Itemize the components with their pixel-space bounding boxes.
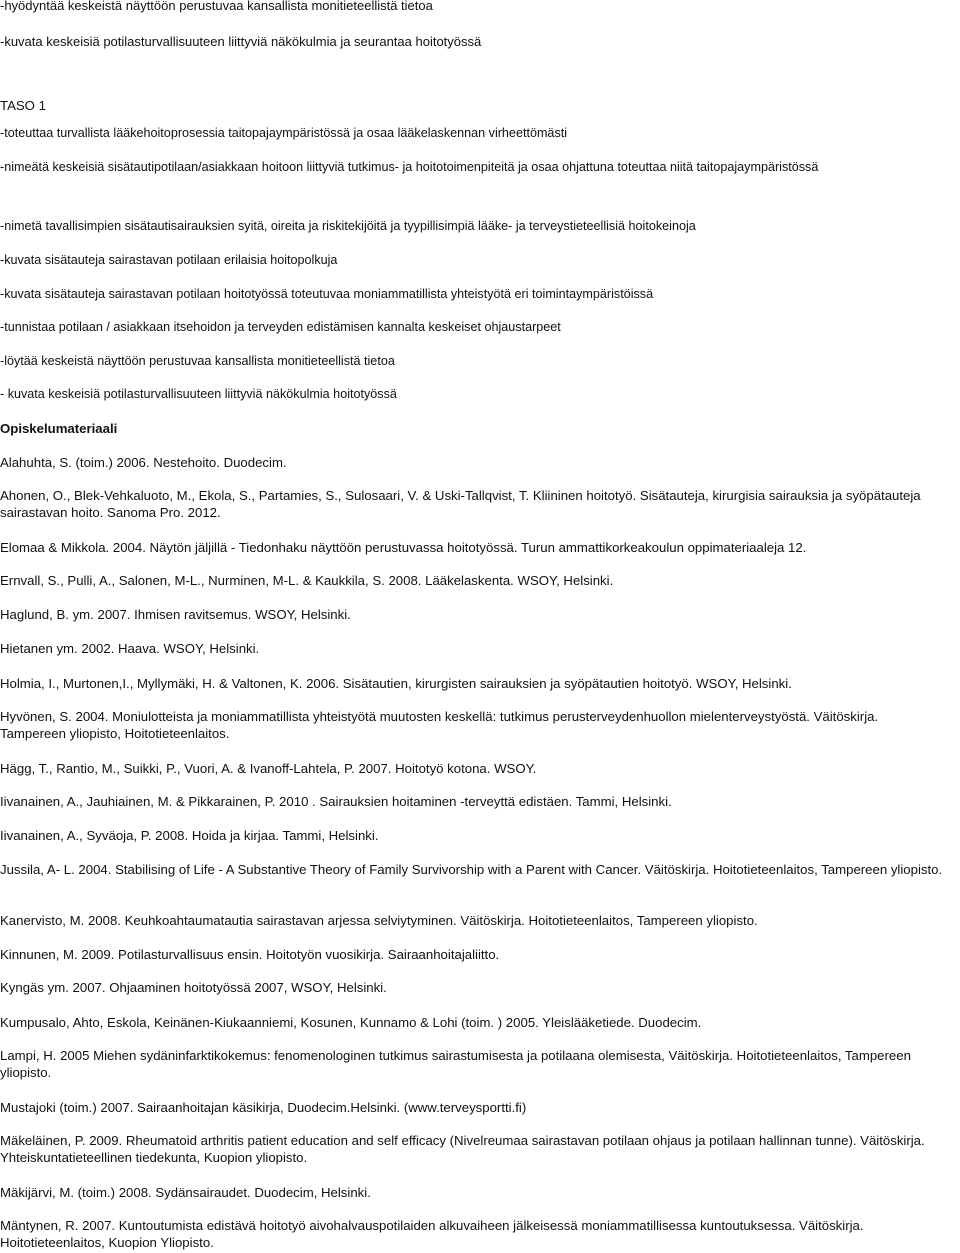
reference-item: Holmia, I., Murtonen,I., Myllymäki, H. & Valtonen, K. 2006. Sisätautien, kirurgisten sairauksien ja syöpätautien hoitotyö. WSOY, Helsinki. — [0, 676, 792, 691]
objective-item: -toteuttaa turvallista lääkehoitoprosessia taitopajaympäristössä ja osaa lääkelaskennan virheettömästi — [0, 126, 568, 140]
objective-item: -nimetä tavallisimpien sisätautisairauksien syitä, oireita ja riskitekijöitä ja tyypillisimpiä lääke- ja terveystieteellisiä hoitokeinoja — [0, 219, 696, 233]
reference-item: Ahonen, O., Blek-Vehkaluoto, M., Ekola, S., Partamies, S., Sulosaari, V. & Uski-Tallqvist, T. Kliininen hoitotyö. Sisätauteja, kirurgisia sairauksia ja syöpätauteja sairastavan hoito. Sanoma Pro. 2012. — [0, 488, 921, 520]
reference-item: Ernvall, S., Pulli, A., Salonen, M-L., Nurminen, M-L. & Kaukkila, S. 2008. Lääkelaskenta. WSOY, Helsinki. — [0, 573, 614, 588]
reference-item: Lampi, H. 2005 Miehen sydäninfarktikokemus: fenomenologinen tutkimus sairastumisesta ja potilaana olemisesta, Väitöskirja. Hoitotieteenlaitos, Tampereen yliopisto. — [0, 1048, 911, 1080]
reference-item: Elomaa & Mikkola. 2004. Näytön jäljillä - Tiedonhaku näyttöön perustuvassa hoitotyössä. Turun ammattikorkeakoulun oppimateriaaleja 12. — [0, 540, 807, 555]
reference-item: Kinnunen, M. 2009. Potilasturvallisuus ensin. Hoitotyön vuosikirja. Sairaanhoitajaliitto. — [0, 947, 500, 962]
objective-item: - kuvata keskeisiä potilasturvallisuuteen liittyviä näkökulmia hoitotyössä — [0, 387, 397, 401]
reference-item: Mäkijärvi, M. (toim.) 2008. Sydänsairaudet. Duodecim, Helsinki. — [0, 1185, 371, 1200]
reference-item: Haglund, B. ym. 2007. Ihmisen ravitsemus. WSOY, Helsinki. — [0, 607, 351, 622]
objective-item: -kuvata sisätauteja sairastavan potilaan erilaisia hoitopolkuja — [0, 253, 338, 267]
reference-item: Kyngäs ym. 2007. Ohjaaminen hoitotyössä 2007, WSOY, Helsinki. — [0, 980, 387, 995]
reference-item: Mäntynen, R. 2007. Kuntoutumista edistävä hoitotyö aivohalvauspotilaiden alkuvaiheen jälkeisessä moniammatillisessa kuntoutuksessa. Väitöskirja. Hoitotieteenlaitos, Kuopion Yliopisto. — [0, 1218, 864, 1250]
reference-item: Hägg, T., Rantio, M., Suikki, P., Vuori, A. & Ivanoff-Lahtela, P. 2007. Hoitotyö kotona. WSOY. — [0, 761, 537, 776]
objective-item: -nimeätä keskeisiä sisätautipotilaan/asiakkaan hoitoon liittyviä tutkimus- ja hoitotoimenpiteitä ja osaa ohjattuna toteuttaa niitä taitopajaympäristössä — [0, 160, 819, 174]
reference-item: Mustajoki (toim.) 2007. Sairaanhoitajan käsikirja, Duodecim.Helsinki. (www.terveysportti.fi) — [0, 1100, 527, 1115]
intro-line: -hyödyntää keskeistä näyttöön perustuvaa kansallista monitieteellistä tietoa — [0, 0, 433, 13]
objective-item: -tunnistaa potilaan / asiakkaan itsehoidon ja terveyden edistämisen kannalta keskeiset ohjaustarpeet — [0, 320, 561, 334]
intro-line: -kuvata keskeisiä potilasturvallisuuteen liittyviä näkökulmia ja seurantaa hoitotyössä — [0, 34, 482, 49]
reference-item: Kanervisto, M. 2008. Keuhkoahtaumatautia sairastavan arjessa selviytyminen. Väitöskirja. Hoitotieteenlaitos, Tampereen yliopisto. — [0, 913, 758, 928]
reference-item: Hyvönen, S. 2004. Moniulotteista ja moniammatillista yhteistyötä muutosten keskellä: tutkimus perusterveydenhuollon mielenterveystyöstä. Väitöskirja. Tampereen yliopisto, Hoitotieteenlaitos. — [0, 709, 879, 741]
reference-item: Kumpusalo, Ahto, Eskola, Keinänen-Kiukaanniemi, Kosunen, Kunnamo & Lohi (toim. ) 2005. Yleislääketiede. Duodecim. — [0, 1015, 702, 1030]
reference-item: Hietanen ym. 2002. Haava. WSOY, Helsinki. — [0, 641, 260, 656]
reference-item: Iivanainen, A., Syväoja, P. 2008. Hoida ja kirjaa. Tammi, Helsinki. — [0, 828, 379, 843]
objective-item: -löytää keskeistä näyttöön perustuvaa kansallista monitieteellistä tietoa — [0, 354, 395, 368]
reference-item: Alahuhta, S. (toim.) 2006. Nestehoito. Duodecim. — [0, 455, 287, 470]
section-heading: Opiskelumateriaali — [0, 421, 118, 436]
reference-item: Mäkeläinen, P. 2009. Rheumatoid arthritis patient education and self efficacy (Nivelreumaa sairastavan potilaan ohjaus ja potilaan hallinnan tunne). Väitöskirja. Yhteiskuntatieteellinen tiedekunta, Kuopion yliopisto. — [0, 1133, 925, 1165]
level-title: TASO 1 — [0, 98, 46, 113]
reference-item: Jussila, A- L. 2004. Stabilising of Life - A Substantive Theory of Family Survivorship with a Parent with Cancer. Väitöskirja. Hoitotieteenlaitos, Tampereen yliopisto. — [0, 862, 943, 877]
objective-item: -kuvata sisätauteja sairastavan potilaan hoitotyössä toteutuvaa moniammatillista yhteistyötä eri toimintaympäristöissä — [0, 287, 654, 301]
reference-item: Iivanainen, A., Jauhiainen, M. & Pikkarainen, P. 2010 . Sairauksien hoitaminen -terveyttä edistäen. Tammi, Helsinki. — [0, 794, 672, 809]
